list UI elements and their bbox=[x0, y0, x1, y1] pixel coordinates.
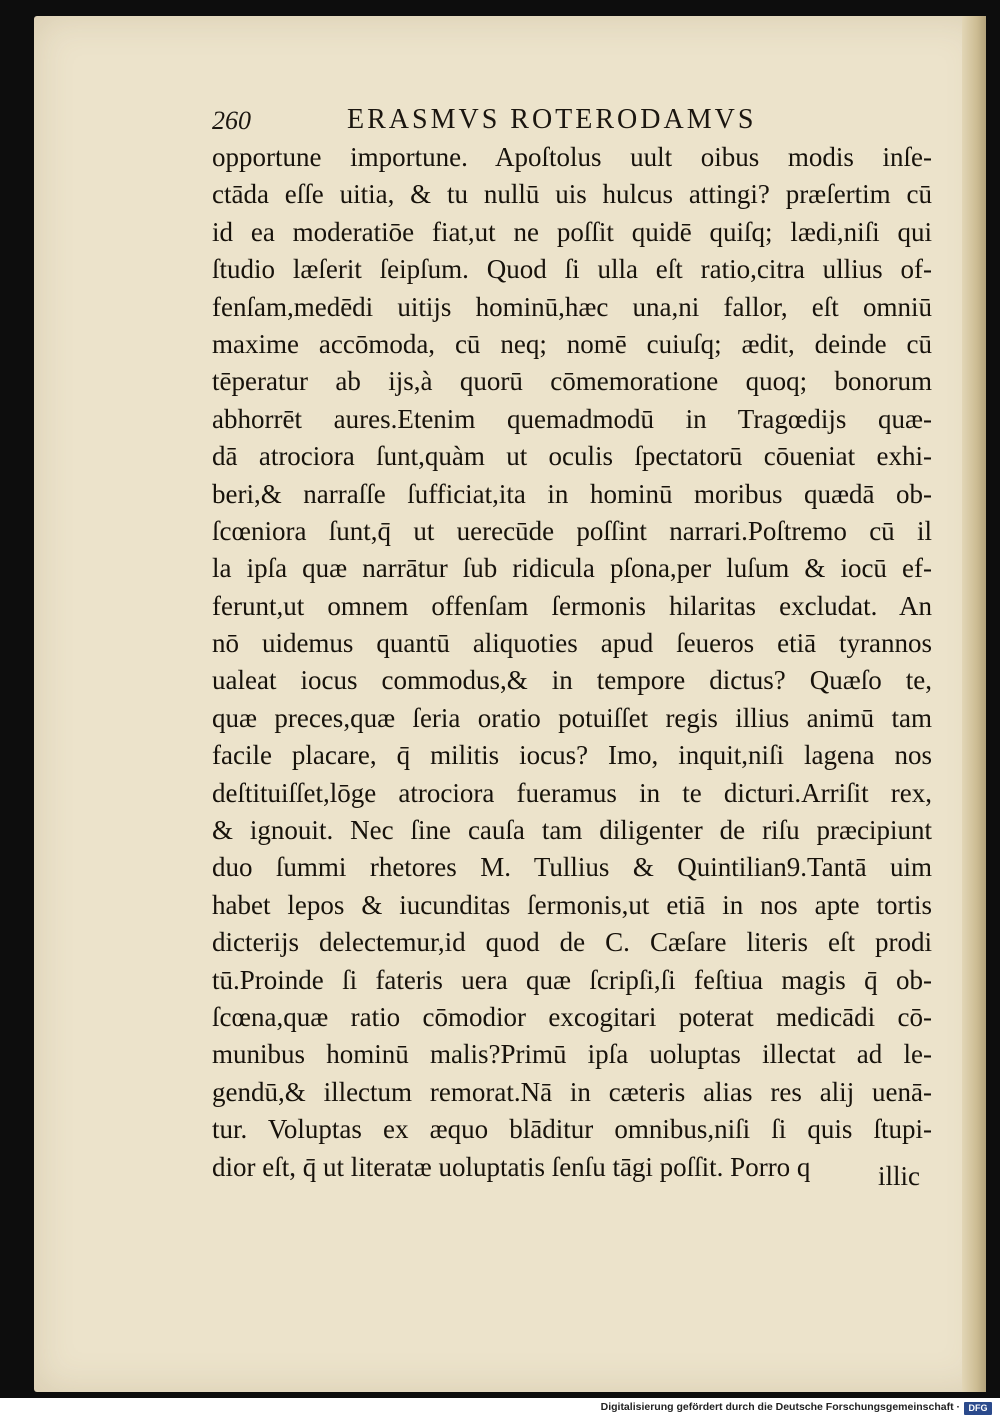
funding-credit: Digitalisierung gefördert durch die Deutsche Forschungsgemeinschaft · bbox=[600, 1401, 960, 1413]
text-line: munibus hominū malis?Primū ipſa uoluptas illectat ad le- bbox=[212, 1039, 932, 1070]
page-header bbox=[212, 100, 932, 140]
dfg-logo-icon: DFG bbox=[964, 1402, 992, 1415]
text-line: maxime accōmoda, cū neq; nomē cuiuſq; ædit, deinde cū bbox=[212, 328, 932, 359]
text-line: beri,& narraſſe ſufficiat,ita in hominū moribus quædā ob- bbox=[212, 478, 932, 509]
text-line: la ipſa quæ narrātur ſub ridicula pſona,per luſum & iocū ef- bbox=[212, 553, 932, 584]
body-text bbox=[212, 139, 932, 1186]
text-line: ferunt,ut omnem offenſam ſermonis hilaritas excludat. An bbox=[212, 590, 932, 621]
text-line: tur. Voluptas ex æquo blāditur omnibus,niſi ſi quis ſtupi- bbox=[212, 1114, 932, 1145]
text-line: gendū,& illectum remorat.Nā in cæteris alias res alij uenā- bbox=[212, 1076, 932, 1107]
text-line: dā atrociora ſunt,quàm ut oculis ſpectatorū cōueniat exhi- bbox=[212, 441, 932, 472]
text-line: duo ſummi rhetores M. Tullius & Quintilian9.Tantā uim bbox=[212, 852, 932, 883]
text-line: tū.Proinde ſi fateris uera quæ ſcripſi,ſi feſtiua magis q̄ ob- bbox=[212, 964, 932, 995]
running-title: ERASMVS ROTERODAMVS bbox=[347, 104, 757, 135]
text-line: & ignouit. Nec ſine cauſa tam diligenter de riſu præcipiunt bbox=[212, 815, 932, 846]
footer-bar bbox=[0, 1398, 1000, 1420]
page-number: 260 bbox=[212, 106, 251, 135]
text-line: ſcœna,quæ ratio cōmodior excogitari poterat medicādi cō- bbox=[212, 1001, 932, 1032]
text-line: ſtudio læſerit ſeipſum. Quod ſi ulla eſt ratio,citra ullius of- bbox=[212, 254, 932, 285]
text-line: deſtituiſſet,lōge atrociora fueramus in te dicturi.Arriſit rex, bbox=[212, 777, 932, 808]
text-line: fenſam,medēdi uitijs hominū,hæc una,ni fallor, eſt omniū bbox=[212, 291, 932, 322]
text-line: id ea moderatiōe fiat,ut ne poſſit quidē quiſq; lædi,niſi qui bbox=[212, 216, 932, 247]
text-line: tēperatur ab ijs,à quorū cōmemoratione quoq; bonorum bbox=[212, 366, 932, 397]
text-line: nō uidemus quantū aliquoties apud ſeueros etiā tyrannos bbox=[212, 628, 932, 659]
text-line: habet lepos & iucunditas ſermonis,ut etiā in nos apte tortis bbox=[212, 889, 932, 920]
text-line: dicterijs delectemur,id quod de C. Cæſare literis eſt prodi bbox=[212, 927, 932, 958]
catchword: illic bbox=[878, 1161, 920, 1191]
page-edge bbox=[962, 16, 986, 1392]
text-line: ualeat iocus commodus,& in tempore dictus? Quæſo te, bbox=[212, 665, 932, 696]
text-line: ſcœniora ſunt,q̄ ut uerecūde poſſint narrari.Poſtremo cū il bbox=[212, 515, 932, 546]
text-line: opportune importune. Apoſtolus uult oibus modis inſe- bbox=[212, 142, 932, 172]
text-line: quæ preces,quæ ſeria oratio potuiſſet regis illius animū tam bbox=[212, 702, 932, 733]
text-line: abhorrēt aures.Etenim quemadmodū in Tragœdijs quæ- bbox=[212, 403, 932, 434]
text-line: ctāda eſſe uitia, & tu nullū uis hulcus attingi? præſertim cū bbox=[212, 179, 932, 210]
text-line: facile placare, q̄ militis iocus? Imo, inquit,niſi lagena nos bbox=[212, 740, 932, 771]
text-line: dior eſt, q̄ ut literatæ uoluptatis ſenſu tāgi poſſit. Porro q bbox=[212, 1151, 811, 1182]
